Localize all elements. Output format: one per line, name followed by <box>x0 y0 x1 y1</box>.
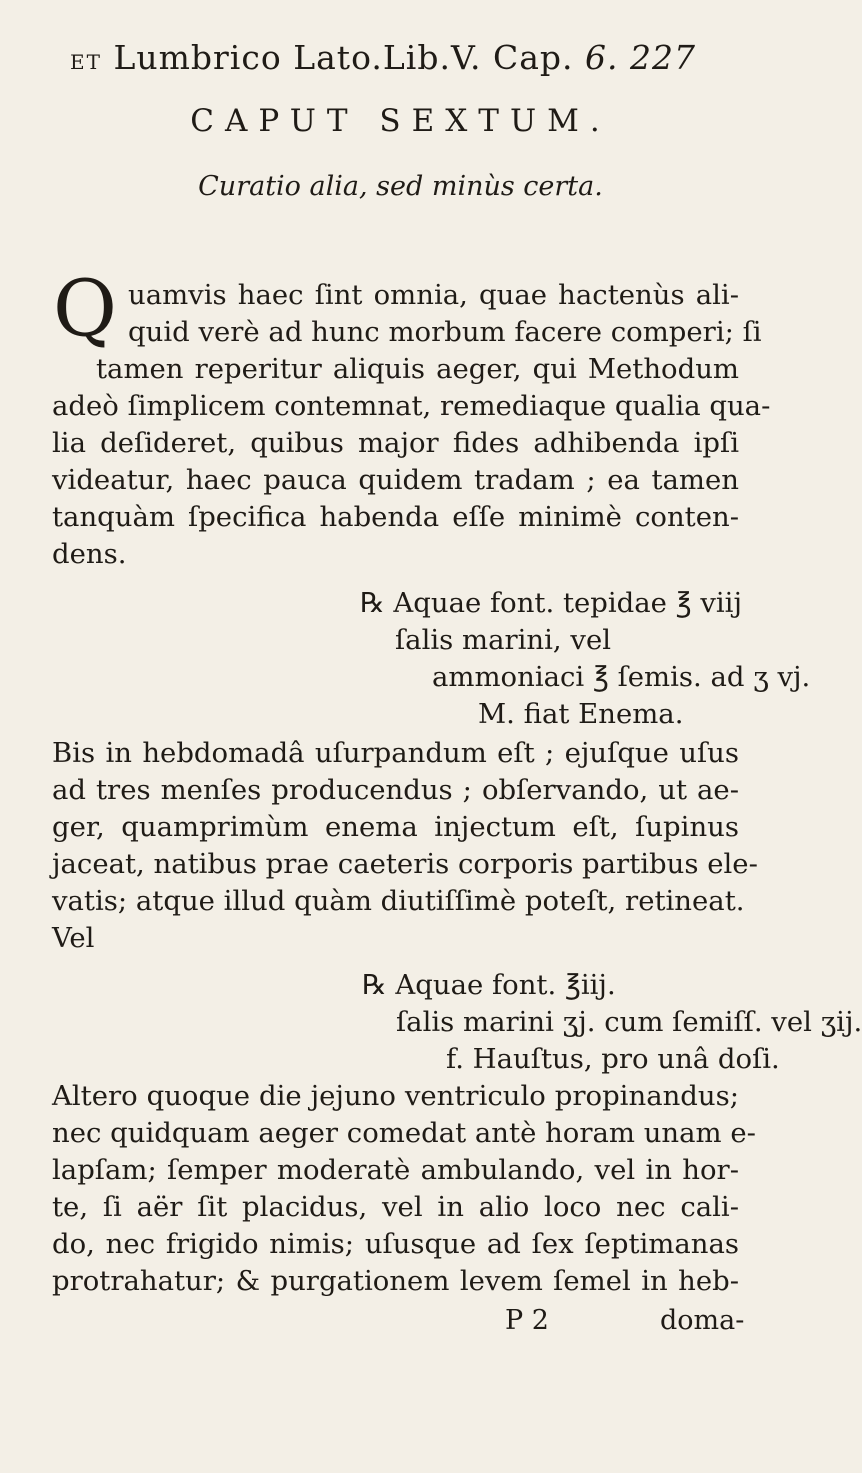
paragraph1-line: quid verè ad hunc morbum facere comperi; ſi <box>128 316 762 348</box>
running-head <box>70 38 710 77</box>
recipe1-line: ſalis marini, vel <box>395 624 612 656</box>
paragraph1-line: adeò ſimplicem contemnat, remediaque qualia qua- <box>52 390 771 422</box>
page-number: 227 <box>630 38 697 77</box>
paragraph1-line: uamvis haec ſint omnia, quae hactenùs ali- <box>128 279 739 311</box>
recipe2-line: f. Hauſtus, pro unâ doſi. <box>446 1043 780 1075</box>
paragraph3-line: do, nec frigido nimis; uſusque ad ſex ſeptimanas <box>52 1228 739 1260</box>
running-head-cap: Cap. <box>493 38 574 77</box>
paragraph3-line: lapſam; ſemper moderatè ambulando, vel in hor- <box>52 1154 739 1186</box>
running-head-cap-number: 6. <box>585 38 619 77</box>
running-head-lato: Lato. <box>293 38 383 77</box>
running-head-lib: Lib.V. <box>382 38 482 77</box>
signature-mark: P 2 <box>505 1305 549 1336</box>
paragraph2-line: Vel <box>52 922 95 954</box>
paragraph3-line: protrahatur; & purgationem levem ſemel in heb- <box>52 1265 739 1297</box>
recipe2-line: ſalis marini ʒj. cum ſemiſſ. vel ʒij. <box>396 1006 862 1038</box>
chapter-subtitle: Curatio alia, sed minùs certa. <box>198 171 603 202</box>
running-head-et: ET <box>70 50 102 74</box>
running-head-lumbrico: Lumbrico <box>113 38 282 77</box>
paragraph3-line: te, ſi aër ſit placidus, vel in alio loco nec cali- <box>52 1191 739 1223</box>
recipe2-line: ℞ Aquae font. ℥iij. <box>362 969 616 1001</box>
paragraph2-line: ger, quamprimùm enema injectum eſt, ſupinus <box>52 811 739 843</box>
paragraph3-line: Altero quoque die jejuno ventriculo propinandus; <box>52 1080 739 1112</box>
recipe1-line: ammoniaci ℥ ſemis. ad ʒ vj. <box>432 661 811 693</box>
paragraph1-line: lia deſideret, quibus major fides adhibenda ipſi <box>52 427 739 459</box>
chapter-title: CAPUT SEXTUM. <box>190 103 611 139</box>
paragraph1-line: videatur, haec pauca quidem tradam ; ea tamen <box>52 464 739 496</box>
recipe1-line: M. fiat Enema. <box>478 698 684 730</box>
paragraph1-line: dens. <box>52 538 127 570</box>
paragraph1-line: tamen reperitur aliquis aeger, qui Methodum <box>96 353 739 385</box>
drop-cap: Q <box>53 264 117 354</box>
paragraph2-line: Bis in hebdomadâ uſurpandum eſt ; ejuſque uſus <box>52 737 739 769</box>
recipe1-line: ℞ Aquae font. tepidae ℥ viij <box>360 587 742 619</box>
catchword: doma- <box>660 1305 745 1336</box>
paragraph1-line: tanquàm ſpecifica habenda eſſe minimè conten- <box>52 501 739 533</box>
paragraph2-line: jaceat, natibus prae caeteris corporis partibus ele- <box>52 848 758 880</box>
paragraph2-line: ad tres menſes producendus ; obſervando, ut ae- <box>52 774 739 806</box>
paragraph2-line: vatis; atque illud quàm diutiſſimè poteſt, retineat. <box>52 885 745 917</box>
paragraph3-line: nec quidquam aeger comedat antè horam unam e- <box>52 1117 756 1149</box>
